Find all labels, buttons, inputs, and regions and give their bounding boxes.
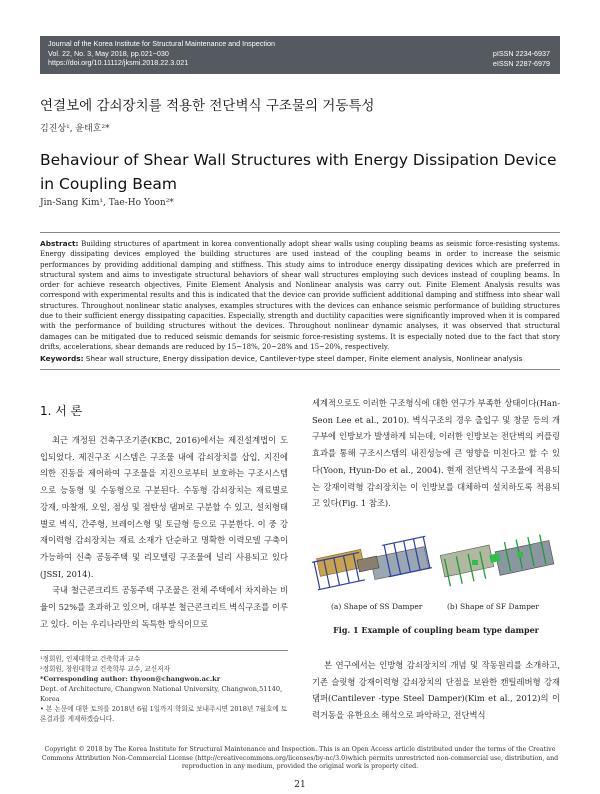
section-heading-introduction: 1. 서 론 — [40, 404, 83, 418]
ss-damper-render — [312, 536, 432, 591]
intro-paragraph-2: 국내 철근콘크리트 공동주택 구조물은 전체 주택에서 차지하는 비율이 52%를 초과하고 있으며, 대부분 철근콘크리트 벽식구조를 이루고 있다. 이는 우리나라만의 독특한 방식이므로 — [40, 585, 288, 629]
footnote-discussion: • 본 논문에 대한 토의를 2018년 6월 1일까지 학회로 보내주시면 2018년 7월호에 토론결과를 게재하겠습니다. — [40, 705, 288, 723]
journal-name: Journal of the Korea Institute for Structural Maintenance and Inspection — [48, 39, 275, 48]
figure-title-text: Fig. 1 Example of coupling beam type damper — [333, 625, 539, 635]
figure-caption-b: (b) Shape of SF Damper — [447, 602, 539, 611]
journal-header — [40, 36, 560, 74]
abstract-block — [40, 232, 560, 370]
journal-info — [48, 39, 275, 68]
footnotes — [40, 650, 288, 724]
journal-volume: Vol. 22, No. 3, May 2018, pp.021~030 — [48, 48, 169, 58]
intro-paragraph-1: 최근 개정된 건축구조기준(KBC, 2016)에서는 제진설계법이 도입되었다. 제진구조 시스템은 구조물 내에 감쇠장치를 삽입, 지진에 의한 진동을 제어하여 구조물을 지진으로부터 보호하는 구조시스템으로 능동형 및 수동형으로 구분된다. 수동형 감쇠장치는 재료별로 강재, 마찰재, 오일, 점성 및 점탄성 댐퍼로 구분할 수 있고, 설치형태별로 벽식, 간주형, 브레이스형 및 토글형 등으로 구분한다. 이 중 강재이력형 감쇠장치는 재료 소재가 단순하고 명확한 이력모델 구축이 가능하여 신축 공동주택 및 리모델링 구조물에 널리 사용되고 있다(JSSI, 2014). — [40, 435, 288, 579]
right-column-bottom — [312, 657, 560, 724]
intro-paragraph-continued: 세계적으로도 이러한 구조형식에 대한 연구가 부족한 상태이다(Han-Seon Lee et al., 2010). 벽식구조의 경우 출입구 및 창문 등의 개구부에 인방보가 발생하게 되는데, 이러한 인방보는 전단벽의 커플링효과를 통해 구조시스템의 내진성능에 큰 영향을 미친다고 할 수 있다(Yoon, Hyun-Do et al., 2004). 현재 전단벽식 구조물에 적용되는 강재이력형 감쇠장치는 이 인방보를 대체하여 설치하도록 적용되고 있다(Fig. 1 참조). — [312, 398, 560, 509]
right-column-top — [312, 395, 560, 512]
keywords-text: Shear wall structure, Energy dissipation device, Cantilever-type steel damper, Finite element analysis, Nonlinear analysis — [85, 354, 523, 364]
footnote-2: ²정회원, 창원대학교 건축학부 교수, 교신저자 — [40, 665, 170, 673]
title-korean: 연결보에 감쇠장치를 적용한 전단벽식 구조물의 거동특성 — [40, 98, 375, 114]
copyright-notice: Copyright © 2018 by The Korea Institute for Structural Maintenance and Inspection. This is an Open Access article distributed under the terms of the Creative Commons Attribution Non-Commercial License (http://creativecommons.org/licenses/by-nc/3.0)which permits unrestricted non-commercial use, distribution, and reproduction in any medium, provided the original work is properly cited. — [41, 746, 559, 771]
study-paragraph: 본 연구에서는 인방형 감쇠장치의 개념 및 작동원리를 소개하고, 기존 슬릿형 강재이력형 감쇠장치의 단점을 보완한 캔틸레버형 강재댐퍼(Cantilever -type Steel Damper)(Kim et al., 2012)의 이력거동을 유한요소 해석으로 파악하고, 전단벽식 — [312, 660, 560, 721]
eissn: eISSN 2287-6979 — [492, 58, 550, 68]
left-column — [40, 432, 288, 632]
sf-damper-render — [440, 535, 554, 587]
pissn: pISSN 2234-6937 — [492, 49, 550, 58]
footnote-1: ¹정회원, 인제대학교 건축학과 교수 — [40, 655, 141, 663]
figure-caption-a: (a) Shape of SS Damper — [331, 602, 423, 611]
authors-korean: 김진상¹, 윤태호²* — [40, 124, 110, 134]
abstract-label: Abstract: — [40, 239, 79, 248]
figure-title — [312, 625, 560, 635]
footnote-address: Dept. of Architecture, Changwon National University, Changwon,51140, Korea — [40, 685, 283, 703]
keywords-label: Keywords: — [40, 354, 84, 364]
footnote-corresponding: *Corresponding author: thyoon@changwon.ac.kr — [40, 675, 221, 683]
title-english: Behaviour of Shear Wall Structures with Energy Dissipation Device in Coupling Beam — [40, 151, 557, 193]
issn-block — [493, 49, 550, 68]
page-number: 21 — [294, 780, 306, 790]
abstract-text: Building structures of apartment in korea conventionally adopt shear walls using coupling beams as seismic force-resisting systems. Energy dissipating devices employed the building structures are used instead of the coupling beams in order to increase the seismic performances by providing additional damping and stiffness. This study aims to introduce energy dissipating devices which are preferred in structural system and aims to investigate structural behaviors of shear wall structures employing such devices instead of coupling beams. In order for achieve research objectives, Finite Element Analysis and Nonlinear analysis was carry out. Finite Element Analysis results was correspond with experimental results and this is indicated that the device can provide sufficient additional damping and stiffness into shear wall structures. Throughout nonlinear static analyses, examples structures with the devices can enhance seismic performance of building structures due to their sufficient energy dissipating capacities. Especially, strength and ductility capacities were significantly improved when it is compared with the performance of building structures without the devices. Throughout nonlinear dynamic analyses, it was observed that structural damages can be mitigated due to reduced seismic demands for seismic force-resisting systems. It is especially noted due to the fact that story drifts, accelerations, shear demands are reduced by 15~18%, 20~28% and 15~20%, respectively. — [40, 240, 560, 351]
doi-link[interactable]: https://doi.org/10.11112/jksmi.2018.22.3.021 — [48, 58, 189, 67]
authors-english: Jin-Sang Kim¹, Tae-Ho Yoon²* — [40, 198, 174, 208]
figure-1-dampers — [312, 520, 560, 640]
